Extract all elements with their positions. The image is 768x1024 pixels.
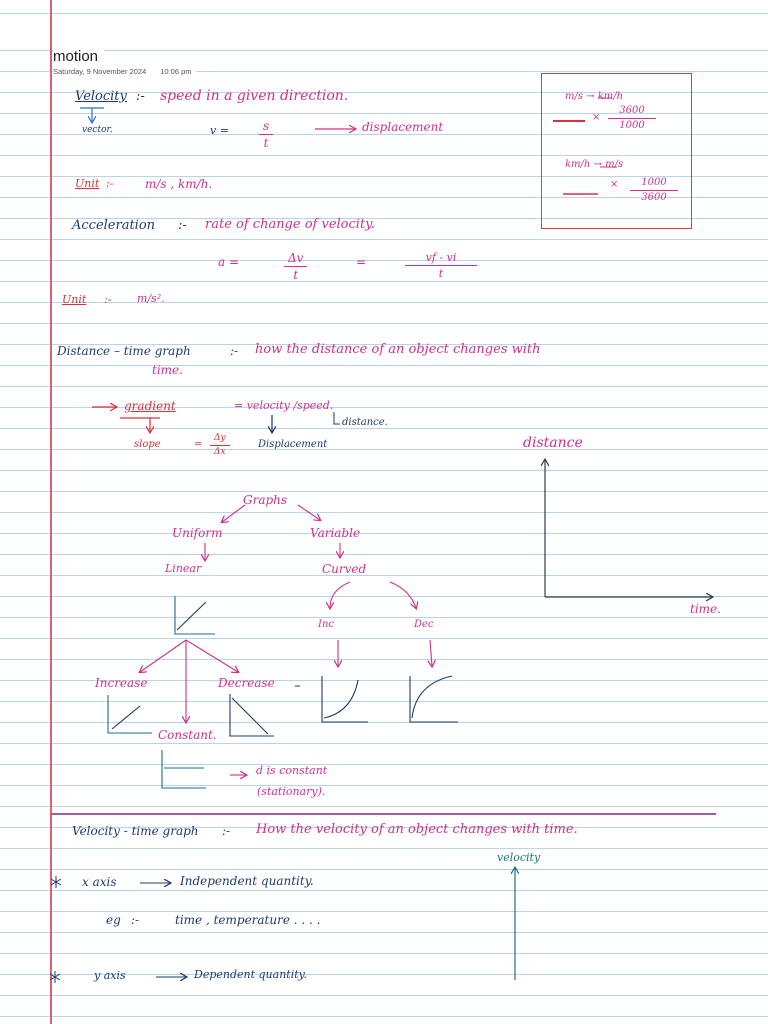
- vt-y-axis-label: y axis: [94, 969, 126, 982]
- velocity-displacement-note: displacement: [362, 120, 444, 134]
- vt-y-axis-desc: Dependent quantity.: [194, 968, 307, 981]
- velocity-unit-label: Unit: [75, 177, 100, 190]
- dt-slope-equals: =: [194, 439, 203, 450]
- vt-eg-desc: time , temperature . . . .: [175, 913, 321, 927]
- acceleration-num1: Δv: [284, 252, 307, 267]
- conversion-times-2: ×: [610, 179, 619, 190]
- tree-graphs: Graphs: [243, 493, 288, 507]
- page-time: 10:06 pm: [160, 67, 192, 76]
- increase-mini-graph: [108, 695, 152, 733]
- dt-graph-definition-cont: time.: [152, 363, 183, 377]
- gradient-slope-arrow: [120, 418, 160, 432]
- vt-eg-label: eg: [106, 913, 121, 927]
- acceleration-term: Acceleration: [72, 218, 156, 233]
- conversion-den1: 1000: [619, 120, 645, 131]
- tree-uniform: Uniform: [172, 526, 223, 540]
- dec-mini-graph: [410, 676, 458, 722]
- distance-hook-arrow: [334, 412, 340, 424]
- vt-eg-dash: :-: [131, 913, 140, 927]
- acceleration-definition: rate of change of velocity.: [205, 217, 375, 232]
- tree-constant-note-1: d is constant: [256, 764, 328, 777]
- tree-constant: Constant.: [158, 728, 217, 742]
- conversion-ms-to-kmh: m/s → km/h: [565, 91, 624, 102]
- acceleration-unit-dash: :-: [104, 293, 112, 306]
- dt-axis-x-label: time.: [690, 602, 721, 616]
- vt-graph-heading: Velocity - time graph: [72, 824, 199, 838]
- dt-graph-definition: how the distance of an object changes with: [255, 342, 541, 357]
- decrease-mini-graph: [230, 694, 274, 736]
- velocity-term: Velocity: [75, 89, 127, 104]
- tree-curved: Curved: [322, 562, 367, 576]
- velocity-definition: speed in a given direction.: [160, 88, 349, 104]
- acceleration-den2: t: [438, 267, 444, 280]
- vt-axis-y-label: velocity: [497, 851, 541, 864]
- inc-mini-graph: [322, 676, 368, 722]
- acceleration-num2: vf - vi: [405, 252, 477, 266]
- dt-distance-note: distance.: [342, 417, 388, 428]
- conversion-den2: 3600: [641, 192, 667, 203]
- acceleration-unit-value: m/s².: [137, 292, 165, 305]
- dt-slope-num: Δy: [210, 434, 230, 446]
- linear-mini-graph: [175, 596, 215, 634]
- tree-variable: Variable: [310, 526, 361, 540]
- conversion-num2: 1000: [630, 178, 678, 191]
- velocity-vector-label: vector.: [82, 125, 113, 135]
- tree-increase: Increase: [95, 676, 148, 690]
- dt-gradient-label: gradient: [124, 399, 176, 413]
- dt-slope-label: slope: [134, 439, 161, 450]
- page-title: motion: [53, 48, 104, 65]
- dt-graph-dash: :-: [230, 344, 239, 358]
- conversion-num1: 3600: [608, 106, 656, 119]
- acceleration-unit-label: Unit: [62, 293, 87, 306]
- tree-decrease: Decrease: [218, 676, 275, 690]
- tree-linear: Linear: [165, 562, 202, 575]
- velocity-denominator: t: [263, 136, 269, 150]
- dt-axes: [545, 460, 712, 597]
- velocity-numerator: s: [259, 120, 273, 135]
- constant-mini-graph: [162, 750, 206, 788]
- tree-constant-note-2: (stationary).: [257, 785, 326, 798]
- vt-graph-dash: :-: [222, 824, 231, 838]
- vt-x-axis-desc: Independent quantity.: [180, 874, 314, 888]
- acceleration-den1: t: [293, 268, 299, 282]
- star-icon: [50, 971, 60, 983]
- velocity-formula-lhs: v =: [210, 124, 229, 137]
- acceleration-formula-lhs: a =: [218, 255, 240, 269]
- vt-x-axis-label: x axis: [82, 875, 117, 889]
- vt-graph-definition: How the velocity of an object changes with time.: [256, 822, 578, 837]
- conversion-times-1: ×: [592, 112, 601, 123]
- dt-axis-y-label: distance: [523, 435, 583, 451]
- velocity-unit-value: m/s , km/h.: [145, 177, 213, 191]
- dt-graph-heading: Distance – time graph: [57, 344, 191, 358]
- tree-arrows: [140, 505, 432, 775]
- velocity-vector-arrow: [80, 108, 104, 122]
- dt-equals-velocity: = velocity /speed.: [234, 399, 334, 412]
- page-date: Saturday, 9 November 2024: [53, 67, 147, 76]
- tree-dec: Dec: [414, 619, 434, 630]
- star-icon: [51, 876, 61, 888]
- velocity-unit-dash: :-: [106, 177, 114, 190]
- tree-inc: Inc: [318, 619, 334, 630]
- acceleration-equals: =: [356, 255, 367, 269]
- dt-slope-den: Δx: [214, 447, 226, 457]
- velocity-dash: :-: [136, 89, 145, 104]
- dt-displacement: Displacement: [258, 439, 328, 450]
- acceleration-dash: :-: [178, 218, 187, 233]
- conversion-kmh-to-ms: km/h → m/s: [565, 159, 624, 170]
